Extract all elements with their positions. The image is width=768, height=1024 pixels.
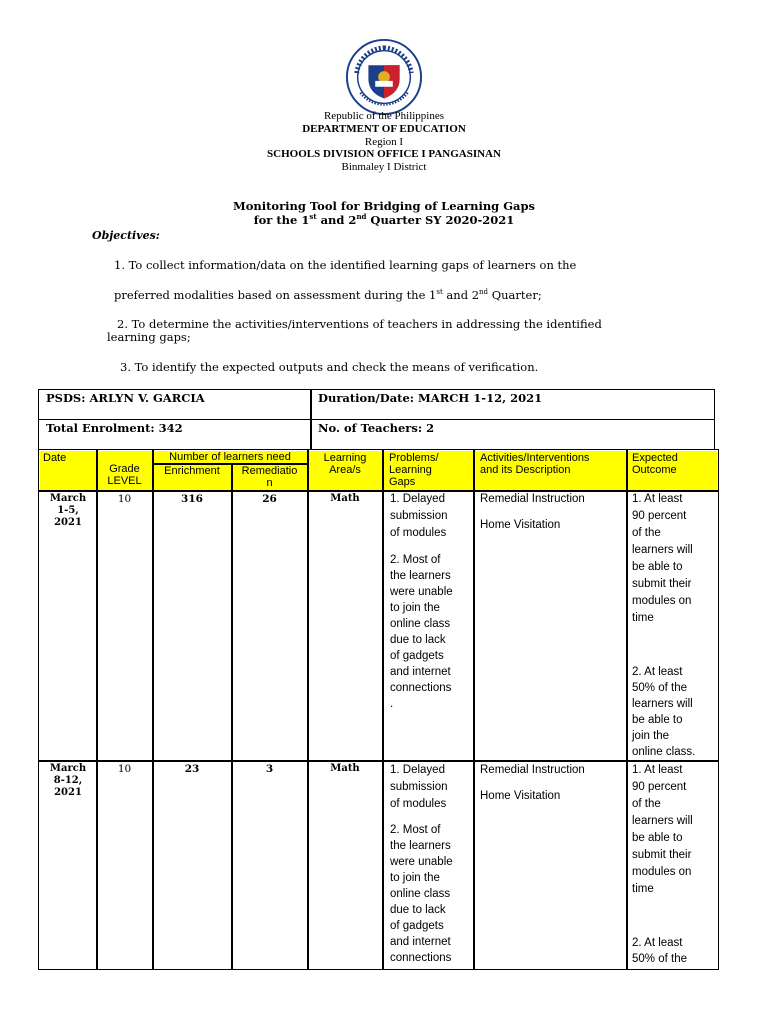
row-2-grade: 10	[117, 763, 132, 775]
region-line: Region I	[364, 136, 404, 148]
division-line: SCHOOLS DIVISION OFFICE I PANGASINAN	[267, 148, 501, 160]
th-expected-outcome: Expected Outcome	[627, 451, 717, 490]
document-title-line2: for the 1st and 2nd Quarter SY 2020-2021	[253, 212, 515, 227]
row-2-activity-1: Remedial Instruction	[480, 764, 585, 776]
duration-label: Duration/Date: MARCH 1-12, 2021	[318, 391, 543, 405]
row-2-problem-1: 1. Delayed submission of modules	[390, 764, 448, 810]
teachers-label: No. of Teachers: 2	[318, 421, 435, 435]
psds-label: PSDS: ARLYN V. GARCIA	[46, 391, 205, 405]
row-1-grade: 10	[117, 493, 132, 505]
row-1-problem-1: 1. Delayed submission of modules	[390, 493, 448, 539]
grid-line	[152, 449, 154, 970]
objective-1-line1: 1. To collect information/data on the identified learning gaps of learners on the	[114, 258, 577, 272]
district-line: Binmaley I District	[341, 161, 427, 173]
row-1-outcome-2: 2. At least 50% of the learners will be able to join the online class.	[632, 666, 696, 758]
th-date: Date	[40, 451, 96, 490]
th-learners-need: Number of learners need	[153, 451, 307, 463]
deped-seal-logo	[345, 38, 423, 116]
th-grade-level: Grade LEVEL	[97, 451, 152, 490]
row-2-problem-2: 2. Most of the learners were unable to join the online class due to lack of gadgets and internet connections	[390, 824, 453, 964]
row-2-activity-2: Home Visitation	[480, 790, 561, 802]
th-activities: Activities/Interventions and its Description	[474, 451, 626, 490]
row-2-outcome-1: 1. At least 90 percent of the learners will be able to submit their modules on time	[632, 764, 693, 895]
row-1-remediation: 26	[262, 493, 277, 505]
department-line: DEPARTMENT OF EDUCATION	[302, 123, 466, 135]
row-2-outcome-2: 2. At least 50% of the	[632, 937, 687, 965]
grid-line	[231, 463, 233, 970]
grid-line	[152, 463, 307, 465]
objective-2-line2: learning gaps;	[107, 330, 191, 344]
row-1-date: March 1-5, 2021	[49, 493, 87, 528]
objectives-heading: Objectives:	[92, 229, 160, 242]
grid-line	[307, 449, 309, 970]
row-1-outcome-1: 1. At least 90 percent of the learners will be able to submit their modules on time	[632, 493, 693, 624]
row-1-activity-2: Home Visitation	[480, 519, 561, 531]
th-enrichment: Enrichment	[153, 464, 231, 490]
row-1-problem-2: 2. Most of the learners were unable to join the online class due to lack of gadgets and internet connections .	[390, 554, 453, 710]
info-divider	[310, 419, 312, 450]
enrolment-label: Total Enrolment: 342	[46, 421, 183, 435]
objective-1-line2: preferred modalities based on assessment during the 1st and 2nd Quarter;	[114, 288, 542, 302]
info-divider	[310, 389, 312, 420]
th-learning-area: Learning Area/s	[308, 451, 382, 490]
row-1-learning-area: Math	[330, 493, 360, 504]
row-2-enrichment: 23	[184, 763, 200, 775]
th-problems: Problems/ Learning Gaps	[383, 451, 473, 490]
row-1-enrichment: 316	[181, 493, 203, 505]
row-2-remediation: 3	[265, 763, 274, 775]
row-2-date: March 8-12, 2021	[49, 763, 87, 798]
th-remediation: Remediatio n	[232, 464, 307, 490]
republic-line: Republic of the Philippines	[323, 110, 445, 122]
document-title-line1: Monitoring Tool for Bridging of Learning Gaps	[232, 199, 536, 213]
row-2-learning-area: Math	[330, 763, 360, 774]
grid-line	[96, 449, 98, 970]
objective-3: 3. To identify the expected outputs and check the means of verification.	[120, 360, 539, 374]
row-1-activity-1: Remedial Instruction	[480, 493, 585, 505]
objective-2-line1: 2. To determine the activities/interventions of teachers in addressing the identified	[117, 317, 602, 331]
